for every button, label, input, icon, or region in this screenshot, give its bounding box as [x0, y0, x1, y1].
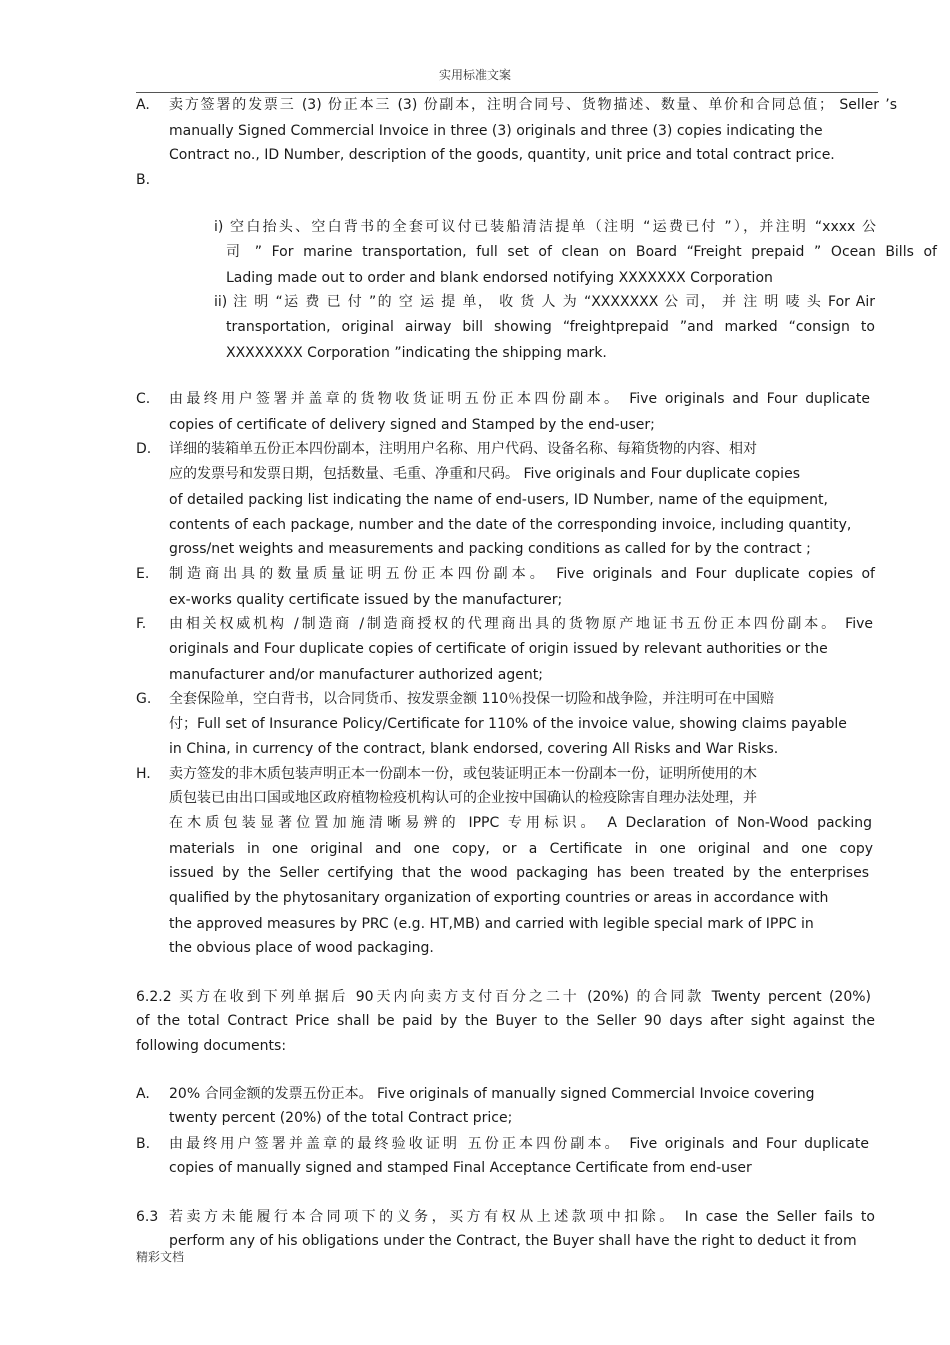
item-f-line-2: originals and Four duplicate copies of certificate of origin issued by relevant authorities or the — [169, 641, 828, 657]
item-g-line-1: 全套保险单，空白背书，以合同货币、按发票金额 110％投保一切险和战争险，并注明可在中国赔 — [169, 691, 775, 707]
item2-marker-b: B. — [136, 1136, 151, 1152]
item-d-line-4: contents of each package, number and the date of the corresponding invoice, including quantity, — [169, 517, 852, 533]
item-g-line-2: 付；Full set of Insurance Policy/Certificate for 110% of the invoice value, showing claims payable — [169, 716, 847, 732]
item-marker-e: E. — [136, 566, 150, 582]
item-marker-b: B. — [136, 172, 151, 188]
section-622-line-1: 6.2.2 买方在收到下列单据后 90天内向卖方支付百分之二十 (20%) 的合同款 Twenty percent (20%) — [136, 989, 871, 1005]
item-d-line-1: 详细的装箱单五份正本四份副本，注明用户名称、用户代码、设备名称、每箱货物的内容、相对 — [169, 441, 757, 457]
item-d-line-5: gross/net weights and measurements and packing conditions as called for by the contract ; — [169, 541, 811, 557]
item-d-line-3: of detailed packing list indicating the name of end-users, ID Number, name of the equipment, — [169, 492, 828, 508]
item-marker-f: F. — [136, 616, 147, 632]
item-b-line-2: 司 ” For marine transportation, full set of clean on Board “Freight prepaid ” Ocean Bills of — [226, 244, 937, 260]
item-marker-d: D. — [136, 441, 152, 457]
header-rule — [136, 92, 878, 93]
item2-marker-a: A. — [136, 1086, 150, 1102]
item-marker-g: G. — [136, 691, 152, 707]
item-h-line-6: qualified by the phytosanitary organization of exporting countries or areas in accordance with — [169, 890, 829, 906]
item-f-line-1: 由相关权威机构 /制造商 /制造商授权的代理商出具的货物原产地证书五份正本四份副本。 Five — [169, 616, 873, 632]
item-b-line-6: XXXXXXXX Corporation ”indicating the shipping mark. — [226, 345, 607, 361]
item2-b-line-1: 由最终用户签署并盖章的最终验收证明 五份正本四份副本。 Five originals and Four duplicate — [169, 1136, 869, 1152]
item-h-line-3: 在木质包装显著位置加施清晰易辨的 IPPC 专用标识。 A Declaration of Non-Wood packing — [169, 815, 872, 831]
page-header: 实用标准文案 — [438, 68, 511, 82]
item-f-line-3: manufacturer and/or manufacturer authorized agent; — [169, 667, 543, 683]
item-b-line-4: ii) 注 明 “运 费 已 付 ”的 空 运 提 单， 收 货 人 为 “XXXXXXX 公 司， 并 注 明 唛 头 For Air — [214, 294, 875, 310]
item-b-line-5: transportation, original airway bill showing “freightprepaid ”and marked “consign to — [226, 319, 875, 335]
item-a-line-1: 卖方签署的发票三 (3) 份正本三 (3) 份副本，注明合同号、货物描述、数量、单价和合同总值； Seller ’s — [169, 97, 897, 113]
item-d-line-2: 应的发票号和发票日期，包括数量、毛重、净重和尺码。 Five originals and Four duplicate copies — [169, 466, 800, 482]
page-footer: 精彩文档 — [136, 1250, 185, 1264]
section-622-line-2: of the total Contract Price shall be paid by the Buyer to the Seller 90 days after sight against the — [136, 1013, 875, 1029]
item-c-line-1: 由最终用户签署并盖章的货物收货证明五份正本四份副本。 Five originals and Four duplicate — [169, 391, 870, 407]
section-63-number: 6.3 — [136, 1209, 159, 1225]
item-h-line-4: materials in one original and one copy, or a Certificate in one original and one copy — [169, 841, 873, 857]
item-marker-a: A. — [136, 97, 150, 113]
item-h-line-1: 卖方签发的非木质包装声明正本一份副本一份，或包装证明正本一份副本一份，证明所使用的木 — [169, 766, 757, 782]
item-a-line-3: Contract no., ID Number, description of the goods, quantity, unit price and total contract price. — [169, 147, 835, 163]
item2-a-line-2: twenty percent (20%) of the total Contract price; — [169, 1110, 513, 1126]
item-b-line-3: Lading made out to order and blank endorsed notifying XXXXXXX Corporation — [226, 270, 773, 286]
item-g-line-3: in China, in currency of the contract, blank endorsed, covering All Risks and War Risks. — [169, 741, 779, 757]
item2-a-line-1: 20% 合同金额的发票五份正本。 Five originals of manually signed Commercial Invoice covering — [169, 1086, 815, 1102]
item-h-line-8: the obvious place of wood packaging. — [169, 940, 434, 956]
item-marker-h: H. — [136, 766, 151, 782]
item-e-line-2: ex-works quality certificate issued by the manufacturer; — [169, 592, 563, 608]
item-marker-c: C. — [136, 391, 151, 407]
section-63-line-2: perform any of his obligations under the Contract, the Buyer shall have the right to deduct it from — [169, 1233, 857, 1249]
item-h-line-5: issued by the Seller certifying that the wood packaging has been treated by the enterprises — [169, 865, 869, 881]
item2-b-line-2: copies of manually signed and stamped Final Acceptance Certificate from end-user — [169, 1160, 752, 1176]
item-h-line-2: 质包装已由出口国或地区政府植物检疫机构认可的企业按中国确认的检疫除害自理办法处理，并 — [169, 790, 757, 806]
item-h-line-7: the approved measures by PRC (e.g. HT,MB) and carried with legible special mark of IPPC in — [169, 916, 814, 932]
section-622-line-3: following documents: — [136, 1038, 287, 1054]
section-63-line-1: 若卖方未能履行本合同项下的义务，买方有权从上述款项中扣除。 In case the Seller fails to — [169, 1209, 875, 1225]
item-e-line-1: 制造商出具的数量质量证明五份正本四份副本。 Five originals and Four duplicate copies of — [169, 566, 875, 582]
item-a-line-2: manually Signed Commercial Invoice in three (3) originals and three (3) copies indicating the — [169, 123, 823, 139]
item-b-line-1: i) 空白抬头、空白背书的全套可议付已装船清洁提单（注明 “运费已付 ”），并注明 “xxxx 公 — [214, 219, 876, 235]
item-c-line-2: copies of certificate of delivery signed and Stamped by the end-user; — [169, 417, 655, 433]
